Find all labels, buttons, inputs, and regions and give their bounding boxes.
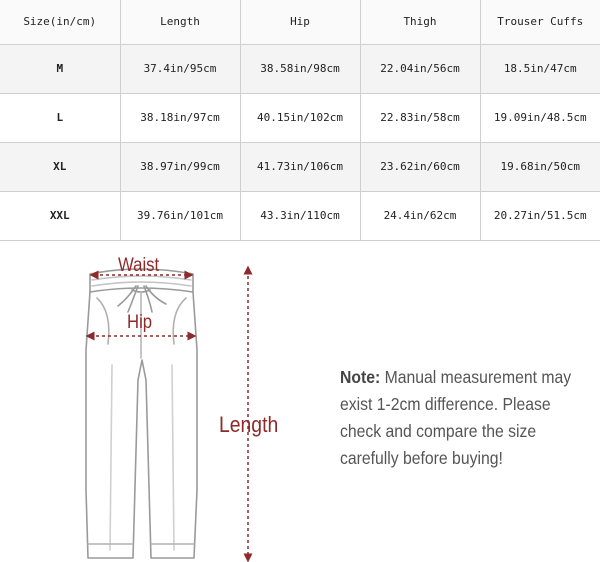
- table-row: [0, 44, 600, 93]
- thigh-cell: 23.62in/60cm: [360, 142, 480, 191]
- header-length: Length: [120, 0, 240, 44]
- hip-cell: 40.15in/102cm: [240, 93, 360, 142]
- size-cell: XL: [0, 142, 120, 191]
- size-cell: XXL: [0, 191, 120, 240]
- thigh-cell: 22.83in/58cm: [360, 93, 480, 142]
- cuffs-cell: 19.09in/48.5cm: [480, 93, 600, 142]
- table-row: [0, 142, 600, 191]
- size-cell: L: [0, 93, 120, 142]
- length-cell: 37.4in/95cm: [120, 44, 240, 93]
- length-label: Length: [219, 412, 279, 437]
- measurement-diagram: [0, 240, 600, 562]
- cuffs-cell: 20.27in/51.5cm: [480, 191, 600, 240]
- size-chart-table: [0, 0, 600, 241]
- header-hip: Hip: [240, 0, 360, 44]
- length-cell: 38.97in/99cm: [120, 142, 240, 191]
- length-cell: 39.76in/101cm: [120, 191, 240, 240]
- length-cell: 38.18in/97cm: [120, 93, 240, 142]
- hip-label: Hip: [127, 312, 153, 333]
- hip-cell: 43.3in/110cm: [240, 191, 360, 240]
- thigh-cell: 24.4in/62cm: [360, 191, 480, 240]
- table-header-row: [0, 0, 600, 44]
- hip-cell: 38.58in/98cm: [240, 44, 360, 93]
- cuffs-cell: 18.5in/47cm: [480, 44, 600, 93]
- note-text: Manual measurement may exist 1-2cm difference. Please check and compare the size carefully before buying!: [340, 367, 572, 468]
- waist-label: Waist: [118, 255, 160, 276]
- note-label: Note:: [340, 367, 381, 387]
- hip-cell: 41.73in/106cm: [240, 142, 360, 191]
- header-trouser-cuffs: Trouser Cuffs: [480, 0, 600, 44]
- table-row: [0, 93, 600, 142]
- measurement-note: [340, 364, 574, 472]
- cuffs-cell: 19.68in/50cm: [480, 142, 600, 191]
- table-row: [0, 191, 600, 240]
- header-thigh: Thigh: [360, 0, 480, 44]
- thigh-cell: 22.04in/56cm: [360, 44, 480, 93]
- header-size: Size(in/cm): [0, 0, 120, 44]
- size-cell: M: [0, 44, 120, 93]
